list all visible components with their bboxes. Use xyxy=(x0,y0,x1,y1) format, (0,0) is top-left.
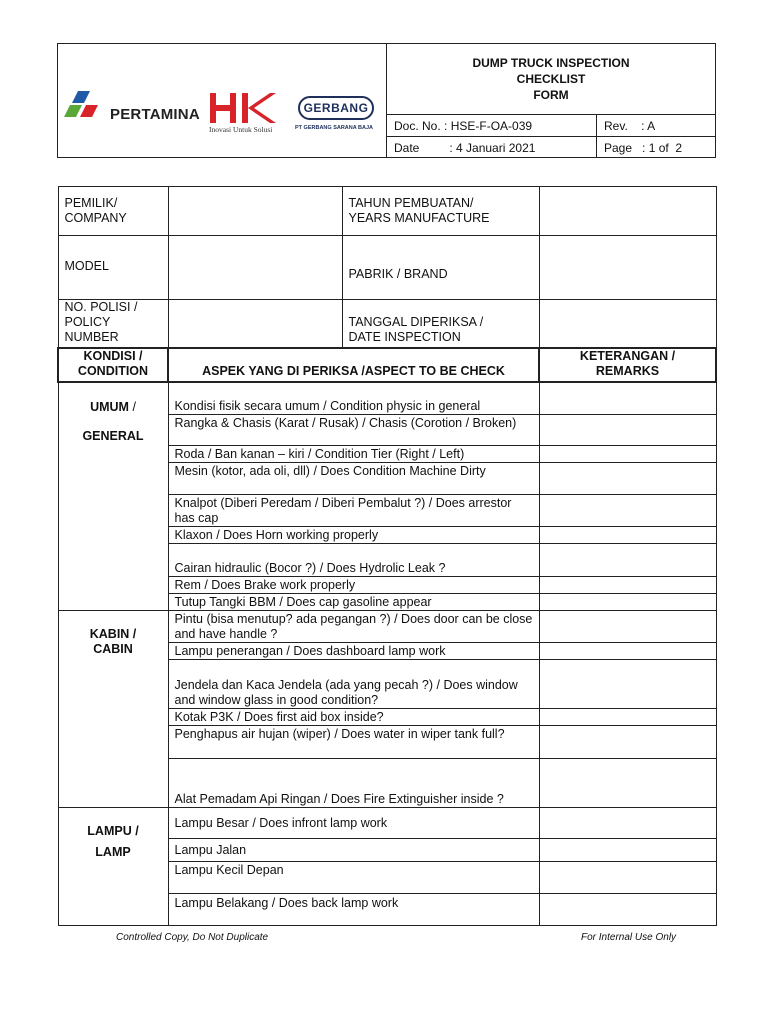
remarks-field[interactable] xyxy=(539,861,716,893)
remarks-field[interactable] xyxy=(539,414,716,445)
aspect-header-text: ASPEK YANG DI PERIKSA /ASPECT TO BE CHECK xyxy=(202,364,505,378)
condition-column-header xyxy=(58,348,168,382)
doc-number-label: Doc. No. : xyxy=(394,119,448,133)
doc-date-label: Date : xyxy=(394,141,453,155)
remarks-header-line-2: REMARKS xyxy=(595,364,660,378)
condition-header-line-1: KONDISI / xyxy=(83,349,143,363)
checklist-item-text: Tutup Tangki BBM / Does cap gasoline appear xyxy=(174,594,432,609)
remarks-header-line-1: KETERANGAN / xyxy=(579,349,676,363)
checklist-item-text: Cairan hidraulic (Bocor ?) / Does Hydrolic Leak ? xyxy=(174,560,446,575)
hk-logo xyxy=(208,91,278,127)
police-number-label xyxy=(58,300,168,349)
lamp-label-line-1: LAMPU / xyxy=(87,823,139,838)
logo-area xyxy=(58,44,387,158)
police-label-line-2: POLICY xyxy=(64,315,111,329)
checklist-item xyxy=(168,382,539,414)
checklist-item xyxy=(168,725,539,758)
remarks-field[interactable] xyxy=(539,659,716,708)
general-label-line-2: GENERAL xyxy=(82,429,144,443)
inspection-date-line-2: DATE INSPECTION xyxy=(348,330,461,344)
checklist-item xyxy=(168,807,539,838)
remarks-column-header xyxy=(539,348,716,382)
gerbang-subtitle: PT GERBANG SARANA BAJA xyxy=(295,125,374,131)
remarks-field[interactable] xyxy=(539,725,716,758)
owner-label-line-1: PEMILIK/ xyxy=(64,196,118,210)
general-section-label xyxy=(58,382,168,610)
remarks-field[interactable] xyxy=(539,526,716,543)
remarks-field[interactable] xyxy=(539,758,716,807)
cabin-label-line-2: CABIN xyxy=(93,641,133,656)
checklist-item xyxy=(168,593,539,610)
aspect-column-header xyxy=(168,348,539,382)
checklist-item-text: Knalpot (Diberi Peredam / Diberi Pembalut ?) / Does arrestor has cap xyxy=(174,495,512,525)
brand-field[interactable] xyxy=(539,236,716,300)
police-label-line-1: NO. POLISI / xyxy=(64,300,138,314)
condition-header-line-2: CONDITION xyxy=(77,364,149,378)
checklist-item xyxy=(168,462,539,494)
checklist-item xyxy=(168,838,539,861)
pertamina-wordmark: PERTAMINA xyxy=(110,106,200,123)
model-field[interactable] xyxy=(168,236,342,300)
title-line-1: DUMP TRUCK INSPECTION xyxy=(472,56,630,70)
gerbang-logo xyxy=(298,96,374,120)
checklist-item-text: Alat Pemadam Api Ringan / Does Fire Extinguisher inside ? xyxy=(174,791,504,806)
owner-label-line-2: COMPANY xyxy=(64,211,127,225)
checklist-item-text: Lampu penerangan / Does dashboard lamp work xyxy=(174,643,446,658)
revision xyxy=(597,115,716,137)
remarks-field[interactable] xyxy=(539,838,716,861)
pertamina-logo xyxy=(64,91,102,131)
checklist-item-text: Lampu Belakang / Does back lamp work xyxy=(174,895,399,910)
checklist-item xyxy=(168,861,539,893)
checklist-item-text: Lampu Besar / Does infront lamp work xyxy=(174,815,388,830)
checklist-item xyxy=(168,543,539,576)
general-label-word: UMUM xyxy=(90,400,129,414)
year-label xyxy=(342,187,539,236)
general-label-slash: / xyxy=(128,400,136,414)
checklist-item-text: Klaxon / Does Horn working properly xyxy=(174,527,379,542)
page-number-value: 1 of 2 xyxy=(648,141,683,155)
checklist-item-text: Lampu Jalan xyxy=(174,842,247,857)
remarks-field[interactable] xyxy=(539,610,716,642)
doc-number-value: HSE-F-OA-039 xyxy=(450,119,533,133)
checklist-item xyxy=(168,610,539,642)
inspection-date-line-1: TANGGAL DIPERIKSA / xyxy=(348,315,484,329)
remarks-field[interactable] xyxy=(539,807,716,838)
hk-tagline: Inovasi Untuk Solusi xyxy=(209,125,273,134)
title-line-2: CHECKLIST xyxy=(516,72,586,86)
cabin-label-line-1: KABIN / xyxy=(89,626,137,641)
footer-controlled-copy: Controlled Copy, Do Not Duplicate xyxy=(116,932,269,943)
document-title xyxy=(387,44,716,115)
owner-label xyxy=(58,187,168,236)
police-label-line-3: NUMBER xyxy=(64,330,119,344)
year-field[interactable] xyxy=(539,187,716,236)
checklist-item-text: Rangka & Chasis (Karat / Rusak) / Chasis (Corotion / Broken) xyxy=(174,415,517,430)
year-label-line-1: TAHUN PEMBUATAN/ xyxy=(348,196,474,210)
checklist-item xyxy=(168,659,539,708)
cabin-section-label xyxy=(58,610,168,807)
page-number-label: Page : xyxy=(604,141,646,155)
model-label-text: MODEL xyxy=(64,259,109,273)
model-label xyxy=(58,236,168,300)
checklist-item xyxy=(168,526,539,543)
checklist-item-text: Lampu Kecil Depan xyxy=(174,862,284,877)
checklist-item xyxy=(168,893,539,925)
remarks-field[interactable] xyxy=(539,593,716,610)
doc-date xyxy=(387,137,597,158)
doc-number xyxy=(387,115,597,137)
checklist-item-text: Kotak P3K / Does first aid box inside? xyxy=(174,709,384,724)
owner-field[interactable] xyxy=(168,187,342,236)
remarks-field[interactable] xyxy=(539,382,716,414)
lamp-section-label xyxy=(58,807,168,925)
inspection-date-field[interactable] xyxy=(539,300,716,349)
checklist-item xyxy=(168,758,539,807)
police-number-field[interactable] xyxy=(168,300,342,349)
brand-label-text: PABRIK / BRAND xyxy=(348,267,448,281)
remarks-field[interactable] xyxy=(539,462,716,494)
remarks-field[interactable] xyxy=(539,494,716,526)
checklist-item xyxy=(168,445,539,462)
doc-date-value: 4 Januari 2021 xyxy=(456,141,536,155)
footer-internal-use: For Internal Use Only xyxy=(581,932,677,943)
document-header xyxy=(57,43,716,158)
checklist-item xyxy=(168,708,539,725)
remarks-field[interactable] xyxy=(539,543,716,576)
revision-label: Rev. : xyxy=(604,119,645,133)
page-number xyxy=(597,137,716,158)
checklist-item-text: Mesin (kotor, ada oli, dll) / Does Condition Machine Dirty xyxy=(174,463,486,478)
remarks-field[interactable] xyxy=(539,893,716,925)
remarks-field[interactable] xyxy=(539,576,716,593)
checklist-item-text: Kondisi fisik secara umum / Condition physic in general xyxy=(174,398,481,413)
general-label-line-1 xyxy=(59,400,168,415)
inspection-form xyxy=(57,186,717,926)
checklist-item xyxy=(168,414,539,445)
checklist-item xyxy=(168,576,539,593)
checklist-item-text: Jendela dan Kaca Jendela (ada yang pecah ?) / Does window and window glass in good condition? xyxy=(174,677,518,707)
inspection-date-label xyxy=(342,300,539,349)
checklist-item-text: Pintu (bisa menutup? ada pegangan ?) / Does door can be close and have handle ? xyxy=(174,611,533,641)
lamp-label-line-2: LAMP xyxy=(95,844,131,859)
checklist-item xyxy=(168,642,539,659)
remarks-field[interactable] xyxy=(539,642,716,659)
remarks-field[interactable] xyxy=(539,708,716,725)
gerbang-wordmark: GERBANG xyxy=(303,101,369,115)
checklist-item-text: Roda / Ban kanan – kiri / Condition Tier (Right / Left) xyxy=(174,446,465,461)
title-line-3: FORM xyxy=(533,88,569,102)
year-label-line-2: YEARS MANUFACTURE xyxy=(348,211,490,225)
checklist-item-text: Rem / Does Brake work properly xyxy=(174,577,356,592)
remarks-field[interactable] xyxy=(539,445,716,462)
checklist-item-text: Penghapus air hujan (wiper) / Does water in wiper tank full? xyxy=(174,726,505,741)
revision-value: A xyxy=(647,119,656,133)
brand-label xyxy=(342,236,539,300)
checklist-item xyxy=(168,494,539,526)
